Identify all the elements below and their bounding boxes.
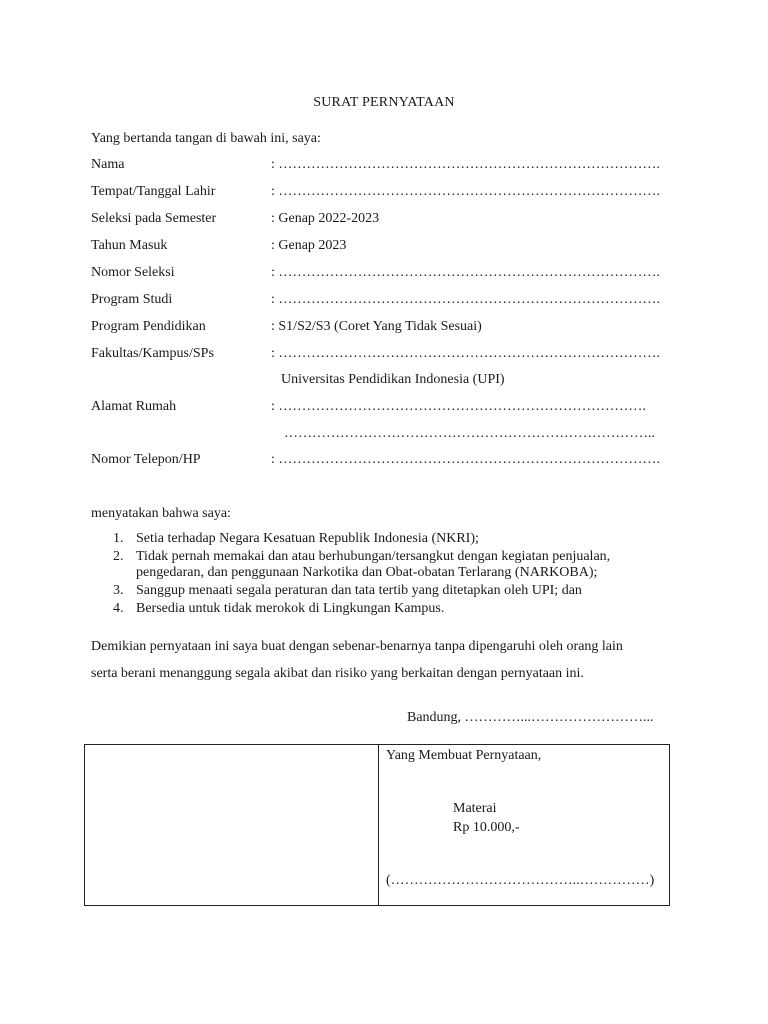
field-value-fakultas: : ……………………………………………………………………….	[271, 346, 660, 361]
field-value-alamat-rumah-line2: ……………………………………………………………………..	[284, 426, 655, 441]
signature-name-line: (…………………………………..……………)	[386, 873, 655, 888]
list-item-text: Setia terhadap Negara Kesatuan Republik Indonesia (NKRI);	[136, 531, 479, 546]
field-value-alamat-rumah: : …………………………………………………………………….	[271, 399, 646, 414]
field-label-fakultas: Fakultas/Kampus/SPs	[91, 346, 214, 361]
list-item-text: Sanggup menaati segala peraturan dan tata tertib yang ditetapkan oleh UPI; dan	[136, 583, 582, 598]
signature-left-cell	[85, 745, 379, 905]
field-label-program-pendidikan: Program Pendidikan	[91, 319, 206, 334]
list-item-number: 1.	[113, 531, 124, 546]
field-label-tempat-tanggal-lahir: Tempat/Tanggal Lahir	[91, 184, 216, 199]
field-label-nama: Nama	[91, 157, 125, 172]
closing-paragraph-line1: Demikian pernyataan ini saya buat dengan sebenar-benarnya tanpa dipengaruhi oleh orang lain	[91, 639, 623, 654]
field-value-nama: : ……………………………………………………………………….	[271, 157, 660, 172]
list-item-number: 4.	[113, 601, 124, 616]
list-item-number: 3.	[113, 583, 124, 598]
field-value-tahun-masuk: : Genap 2023	[271, 238, 347, 253]
signature-right-cell	[379, 745, 669, 905]
document-title: SURAT PERNYATAAN	[313, 95, 455, 110]
list-item	[91, 549, 671, 581]
intro-text: Yang bertanda tangan di bawah ini, saya:	[91, 131, 321, 146]
field-value-nomor-telepon: : ……………………………………………………………………….	[271, 452, 660, 467]
list-item	[91, 583, 671, 599]
signature-table	[84, 744, 670, 906]
field-label-program-studi: Program Studi	[91, 292, 173, 307]
field-label-alamat-rumah: Alamat Rumah	[91, 399, 177, 414]
list-item-text: Bersedia untuk tidak merokok di Lingkungan Kampus.	[136, 601, 445, 616]
statement-intro: menyatakan bahwa saya:	[91, 506, 231, 521]
field-value-program-pendidikan: : S1/S2/S3 (Coret Yang Tidak Sesuai)	[271, 319, 482, 334]
signature-heading: Yang Membuat Pernyataan,	[386, 748, 542, 763]
field-value-nomor-seleksi: : ……………………………………………………………………….	[271, 265, 660, 280]
field-label-nomor-seleksi: Nomor Seleksi	[91, 265, 175, 280]
materai-amount: Rp 10.000,-	[453, 820, 520, 835]
materai-label: Materai	[453, 801, 497, 816]
field-value-program-studi: : ……………………………………………………………………….	[271, 292, 660, 307]
list-item-number: 2.	[113, 549, 124, 564]
closing-paragraph-line2: serta berani menanggung segala akibat dan risiko yang berkaitan dengan pernyataan ini.	[91, 666, 584, 681]
field-value-tempat-tanggal-lahir: : ……………………………………………………………………….	[271, 184, 660, 199]
statement-list	[91, 531, 671, 617]
field-label-seleksi-semester: Seleksi pada Semester	[91, 211, 217, 226]
place-date: Bandung, …………...……………………...	[407, 710, 654, 725]
list-item	[91, 601, 671, 617]
field-value-universitas: Universitas Pendidikan Indonesia (UPI)	[281, 372, 505, 387]
field-label-nomor-telepon: Nomor Telepon/HP	[91, 452, 201, 467]
list-item	[91, 531, 671, 547]
list-item-text: Tidak pernah memakai dan atau berhubungan/tersangkut dengan kegiatan penjualan, pengedaran, dan penggunaan Narkotika dan Obat-obatan Terlarang (NARKOBA);	[136, 549, 611, 580]
field-label-tahun-masuk: Tahun Masuk	[91, 238, 168, 253]
field-value-seleksi-semester: : Genap 2022-2023	[271, 211, 380, 226]
